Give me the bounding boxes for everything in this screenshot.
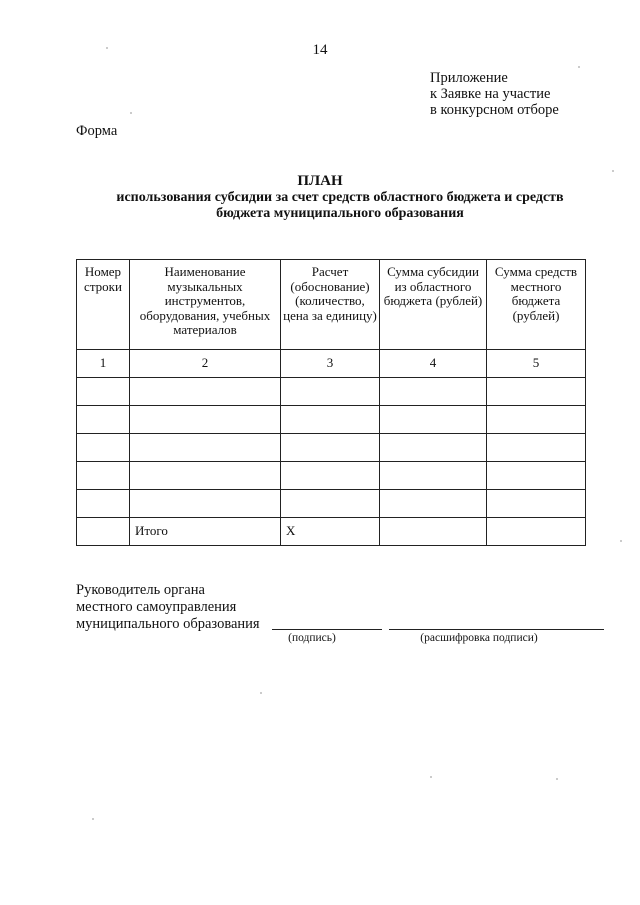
scan-speck <box>612 170 614 172</box>
table-cell <box>130 406 281 434</box>
table-cell <box>487 406 586 434</box>
table-cell <box>487 378 586 406</box>
table-cell <box>380 462 487 490</box>
table-cell <box>487 490 586 518</box>
scan-speck <box>130 112 132 114</box>
decoding-underline <box>389 629 604 630</box>
form-label: Форма <box>76 123 118 139</box>
table-cell <box>380 378 487 406</box>
header-item-name: Наименование музыкальных инструментов, оборудования, учебных материалов <box>130 260 281 350</box>
plan-table <box>76 259 586 546</box>
table-row <box>77 490 586 518</box>
table-cell <box>77 378 130 406</box>
table-cell <box>281 406 380 434</box>
column-number: 1 <box>77 350 130 378</box>
total-row <box>77 518 586 546</box>
column-number: 4 <box>380 350 487 378</box>
column-number: 2 <box>130 350 281 378</box>
table-cell <box>130 378 281 406</box>
signature-line-1: Руководитель органа <box>76 582 205 598</box>
table-row <box>77 462 586 490</box>
table-cell <box>77 434 130 462</box>
scan-speck <box>92 818 94 820</box>
table-cell <box>281 434 380 462</box>
table-cell <box>487 518 586 546</box>
table-cell <box>77 406 130 434</box>
table-cell <box>130 462 281 490</box>
header-row-number: Номер строки <box>77 260 130 350</box>
page-number: 14 <box>312 42 328 58</box>
appendix-line-3: в конкурсном отборе <box>430 102 559 118</box>
table-header-row <box>77 260 586 350</box>
signature-underline <box>272 629 382 630</box>
appendix-note <box>430 70 559 118</box>
scan-speck <box>578 66 580 68</box>
table-cell <box>281 378 380 406</box>
table-cell <box>487 462 586 490</box>
table-cell <box>380 406 487 434</box>
table-cell <box>281 462 380 490</box>
table-cell <box>130 490 281 518</box>
total-label: Итого <box>130 518 281 546</box>
scan-speck <box>106 47 108 49</box>
document-title: ПЛАН <box>297 173 343 189</box>
document-subtitle: использования субсидии за счет средств областного бюджета и средств бюджета муниципального образования <box>116 190 564 221</box>
appendix-line-1: Приложение <box>430 70 508 86</box>
column-number: 5 <box>487 350 586 378</box>
decoding-caption: (расшифровка подписи) <box>420 632 538 644</box>
table-cell <box>487 434 586 462</box>
table-row <box>77 378 586 406</box>
table-cell <box>130 434 281 462</box>
column-number: 3 <box>281 350 380 378</box>
table-row <box>77 406 586 434</box>
column-number-row <box>77 350 586 378</box>
appendix-line-2: к Заявке на участие <box>430 86 551 102</box>
scan-speck <box>556 778 558 780</box>
header-regional-subsidy: Сумма субсидии из областного бюджета (рублей) <box>380 260 487 350</box>
signature-line-2: местного самоуправления <box>76 599 237 615</box>
scan-speck <box>430 776 432 778</box>
signature-caption: (подпись) <box>288 632 336 644</box>
header-local-budget: Сумма средств местного бюджета (рублей) <box>487 260 586 350</box>
table-cell <box>380 518 487 546</box>
header-calculation: Расчет (обоснование) (количество, цена за единицу) <box>281 260 380 350</box>
signature-line-3: муниципального образования <box>76 616 260 632</box>
table-cell <box>77 518 130 546</box>
total-mark: Х <box>281 518 380 546</box>
scan-speck <box>260 692 262 694</box>
table-cell <box>77 462 130 490</box>
table-cell <box>77 490 130 518</box>
table-cell <box>380 490 487 518</box>
signature-block <box>76 582 260 633</box>
table-cell <box>281 490 380 518</box>
table-row <box>77 434 586 462</box>
table-cell <box>380 434 487 462</box>
scan-speck <box>620 540 622 542</box>
